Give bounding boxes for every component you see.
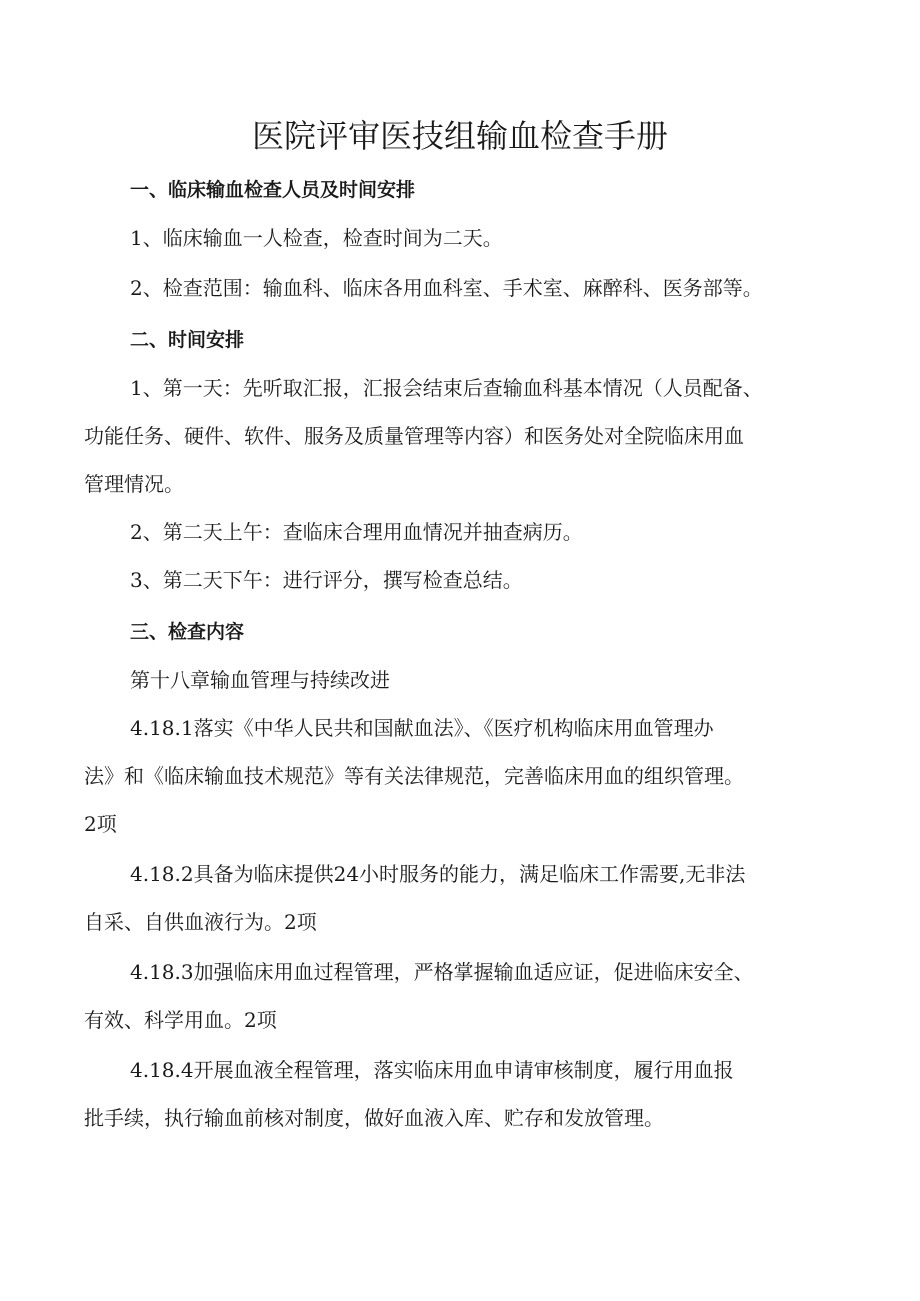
item-4-18-2 xyxy=(84,850,859,946)
paragraph-line: 自采、自供血液行为。2项 xyxy=(84,910,317,934)
item-4-18-4 xyxy=(84,1046,859,1142)
paragraph-line: 1、临床输血一人检查，检查时间为二天。 xyxy=(130,226,503,250)
paragraph-line: 有效、科学用血。2项 xyxy=(84,1008,277,1032)
paragraph-inspection-staff xyxy=(84,214,859,262)
paragraph-line: 管理情况。 xyxy=(84,472,184,496)
paragraph-line: 4.18.4开展血液全程管理，落实临床用血申请审核制度，履行用血报 xyxy=(130,1058,734,1082)
section-heading-2: 二、时间安排 xyxy=(130,329,245,351)
chapter-title xyxy=(84,656,859,704)
item-4-18-1 xyxy=(84,704,859,848)
paragraph-line: 4.18.1落实《中华人民共和国献血法》、《医疗机构临床用血管理办 xyxy=(130,716,714,740)
item-4-18-3 xyxy=(84,948,859,1044)
paragraph-line: 法》和《临床输血技术规范》等有关法律规范，完善临床用血的组织管理。 xyxy=(84,764,744,788)
section-heading-3: 三、检查内容 xyxy=(130,621,245,643)
paragraph-line: 2、第二天上午：查临床合理用血情况并抽查病历。 xyxy=(130,520,583,544)
paragraph-line: 3、第二天下午：进行评分，撰写检查总结。 xyxy=(130,568,523,592)
paragraph-line: 第十八章输血管理与持续改进 xyxy=(130,668,390,692)
paragraph-line: 批手续，执行输血前核对制度，做好血液入库、贮存和发放管理。 xyxy=(84,1106,664,1130)
paragraph-day-two-morning xyxy=(84,508,859,556)
document-title: 医院评审医技组输血检查手册 xyxy=(251,117,668,155)
paragraph-inspection-scope xyxy=(84,264,859,312)
paragraph-line: 功能任务、硬件、软件、服务及质量管理等内容）和医务处对全院临床用血 xyxy=(84,424,744,448)
paragraph-line: 2、检查范围：输血科、临床各用血科室、手术室、麻醉科、医务部等。 xyxy=(130,276,763,300)
paragraph-day-one xyxy=(84,364,859,508)
paragraph-line: 1、第一天：先听取汇报，汇报会结束后查输血科基本情况（人员配备、 xyxy=(130,376,763,400)
paragraph-line: 4.18.3加强临床用血过程管理，严格掌握输血适应证，促进临床安全、 xyxy=(130,960,754,984)
paragraph-day-two-afternoon xyxy=(84,556,859,604)
paragraph-line: 4.18.2具备为临床提供24小时服务的能力，满足临床工作需要,无非法 xyxy=(130,862,746,886)
section-heading-1: 一、临床输血检查人员及时间安排 xyxy=(130,179,416,201)
paragraph-line: 2项 xyxy=(84,812,117,836)
